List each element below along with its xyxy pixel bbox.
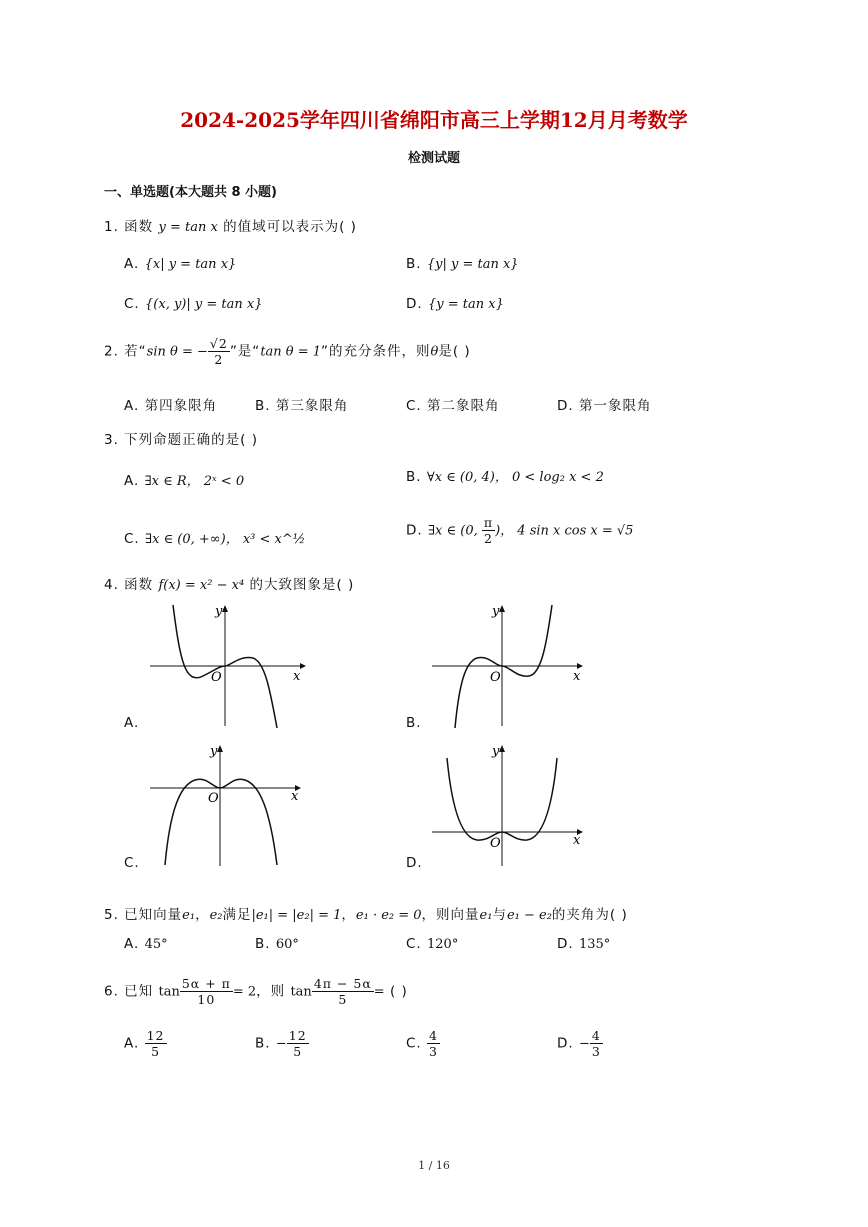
q6-option-d [557,1028,603,1059]
fraction-num: 4π − 5α [313,976,372,991]
option-text: 第三象限角 [275,398,349,414]
fraction-num: 12 [146,1028,165,1043]
option-label: A. [124,1035,140,1052]
x-axis-label: x [573,833,581,848]
q1-option-a [124,256,236,272]
question-4-stem [104,573,354,593]
q3-option-a [124,470,244,489]
q6-fraction-2 [312,976,374,1007]
q3-d-fraction [482,515,495,546]
y-axis-arrow [499,605,505,612]
origin-label: O [211,670,222,685]
option-label: C. [124,531,140,547]
graph-option-d [427,740,592,870]
option-label: C. [406,936,422,952]
option-label: B. [406,256,422,272]
origin-label: O [490,670,501,685]
q2-theta: θ [430,344,439,360]
q2-option-b [255,394,348,414]
option-label: D. [406,522,423,539]
option-label: C. [124,296,140,312]
fraction-den: 5 [293,1044,303,1059]
option-label: D. [557,398,574,414]
fraction-den: 5 [151,1044,161,1059]
q2-lhs: sin θ = − [146,344,208,360]
option-text: )， 4 sin x cos x = √5 [495,523,634,539]
q6-option-a [124,1028,167,1059]
q6-paren: ( ) [390,983,408,1000]
q6-prefix: 6. 已知 [104,983,154,1000]
fraction-num: √2 [209,336,228,351]
option-text: ∃x ∈ (0, [427,523,482,539]
option-label: A. [124,398,140,414]
option-label: C. [406,398,422,414]
q6-eq: = 2 [232,984,257,1000]
question-5-stem [104,903,628,923]
option-text: ∃x ∈ R， 2ˣ < 0 [144,474,245,489]
option-text: {y = tan x} [427,297,504,312]
curve [165,779,277,865]
option-label: C. [406,1035,422,1052]
option-text: 第二象限角 [427,398,500,414]
option-label: D. [406,296,423,312]
y-axis-label: y [210,744,218,759]
option-text: 第四象限角 [144,398,218,414]
x-axis-arrow [300,663,306,669]
q5-option-d [557,936,610,952]
fraction-den: 5 [338,992,348,1007]
fraction-num: 4 [591,1028,601,1043]
option-label: B. [255,1035,271,1052]
option-fraction [590,1028,603,1059]
q5-suffix: 的夹角为( ) [551,907,628,923]
option-fraction [287,1028,309,1059]
vector-e1: e₁ [479,908,493,923]
option-text: 第一象限角 [578,398,652,414]
option-fraction [145,1028,167,1059]
fraction-den: 2 [214,352,224,367]
q5-option-b [255,936,299,952]
q3-option-b [406,466,604,485]
q5-with: 与 [492,907,507,923]
origin-label: O [208,791,219,806]
fraction-den: 3 [429,1044,438,1059]
page-title: 2024-2025学年四川省绵阳市高三上学期12月月考数学 [180,108,688,132]
q6-option-c [406,1028,440,1059]
y-axis-label: y [492,604,500,619]
fraction-den: 2 [484,531,493,546]
option-sign: − [578,1036,590,1052]
question-2-stem [104,336,471,367]
vector-e2: e₂ [209,908,223,923]
option-label: B. [406,469,422,485]
option-label: A. [124,256,140,272]
q5-diff: e₁ − e₂ [506,908,552,923]
origin-label: O [490,836,501,851]
q6-eq: = [373,984,385,1000]
q1-prefix: 1. 函数 [104,219,154,235]
q6-then: ，则 [256,983,286,1000]
q5-mid2: ，则向量 [421,907,480,923]
y-axis-label: y [215,604,223,619]
graph-option-c [145,740,310,870]
fraction-num: 12 [288,1028,307,1043]
option-text: 60° [275,937,299,952]
option-text: ∀x ∈ (0, 4)， 0 < log₂ x < 2 [426,470,604,485]
q2-option-d [557,394,651,414]
section-heading: 一、单选题(本大题共 8 小题) [104,185,277,200]
q2-option-c [406,394,500,414]
q2-suffix: ”的充分条件，则 [321,343,431,360]
q4-option-a-label: A. [124,715,140,731]
option-text: 45° [144,937,168,952]
q5-prefix: 5. 已知向量 [104,907,183,923]
option-label: A. [124,936,140,952]
page-number: 1 / 16 [418,1159,450,1172]
x-axis-label: x [293,669,301,684]
q6-tan: tan [158,984,180,1000]
x-axis-label: x [573,669,581,684]
q3-option-c [124,528,305,547]
question-3-stem: 3. 下列命题正确的是( ) [104,432,258,448]
q4-suffix: 的大致图象是( ) [249,577,355,593]
option-label: A. [124,473,140,489]
q5-cond2: e₁ · e₂ = 0 [355,908,422,923]
y-axis-arrow [499,745,505,752]
q2-mid: ”是“ [229,343,261,360]
question-6-stem [104,976,408,1007]
fraction-num: π [483,515,494,530]
vector-e1: e₁ [182,908,196,923]
q3-option-d [406,515,633,546]
option-text: {(x, y)| y = tan x} [145,297,263,312]
q4-prefix: 4. 函数 [104,577,154,593]
q5-mid: 满足 [222,907,252,923]
q6-fraction-1 [180,976,233,1007]
q5-option-a [124,936,168,952]
q5-cond1: |e₁| = |e₂| = 1 [251,908,342,923]
q4-expr: f(x) = x² − x⁴ [158,578,245,593]
fraction-den: 3 [591,1044,601,1059]
question-1-stem [104,215,357,235]
q1-option-c [124,296,262,312]
x-axis-label: x [291,789,299,804]
option-label: D. [557,936,574,952]
option-text: {x| y = tan x} [144,257,237,272]
y-axis-arrow [217,745,223,752]
option-text: ∃x ∈ (0, +∞)， x³ < x^½ [145,532,306,547]
q4-option-b-label: B. [406,715,422,731]
q1-suffix: 的值域可以表示为( ) [223,219,357,235]
q2-prefix: 2. 若“ [104,343,147,360]
fraction-num: 5α + π [181,976,231,991]
q6-option-b [255,1028,309,1059]
q1-expr: y = tan x [158,220,218,235]
q5-sep: ， [195,907,210,923]
q5-option-c [406,936,458,952]
option-text: 120° [427,937,459,952]
q1-option-b [406,256,519,272]
graph-option-b [427,600,592,730]
q1-option-d [406,296,504,312]
q6-tan: tan [290,984,312,1000]
page-subtitle: 检测试题 [407,151,460,166]
fraction-den: 10 [197,992,216,1007]
q2-option-a [124,394,217,414]
q2-end: 是( ) [438,343,471,360]
q2-cond: tan θ = 1 [260,344,322,360]
option-label: B. [255,398,271,414]
graph-option-a [145,600,310,730]
option-sign: − [275,1036,287,1052]
option-text: {y| y = tan x} [426,257,519,272]
y-axis-arrow [222,605,228,612]
q4-option-d-label: D. [406,855,423,871]
option-label: D. [557,1035,574,1052]
option-label: B. [255,936,271,952]
q2-fraction [208,336,230,367]
fraction-num: 4 [429,1028,438,1043]
option-fraction [427,1028,440,1059]
y-axis-label: y [492,744,500,759]
q4-option-c-label: C. [124,855,140,871]
q5-sep: ， [341,907,356,923]
option-text: 135° [578,937,611,952]
